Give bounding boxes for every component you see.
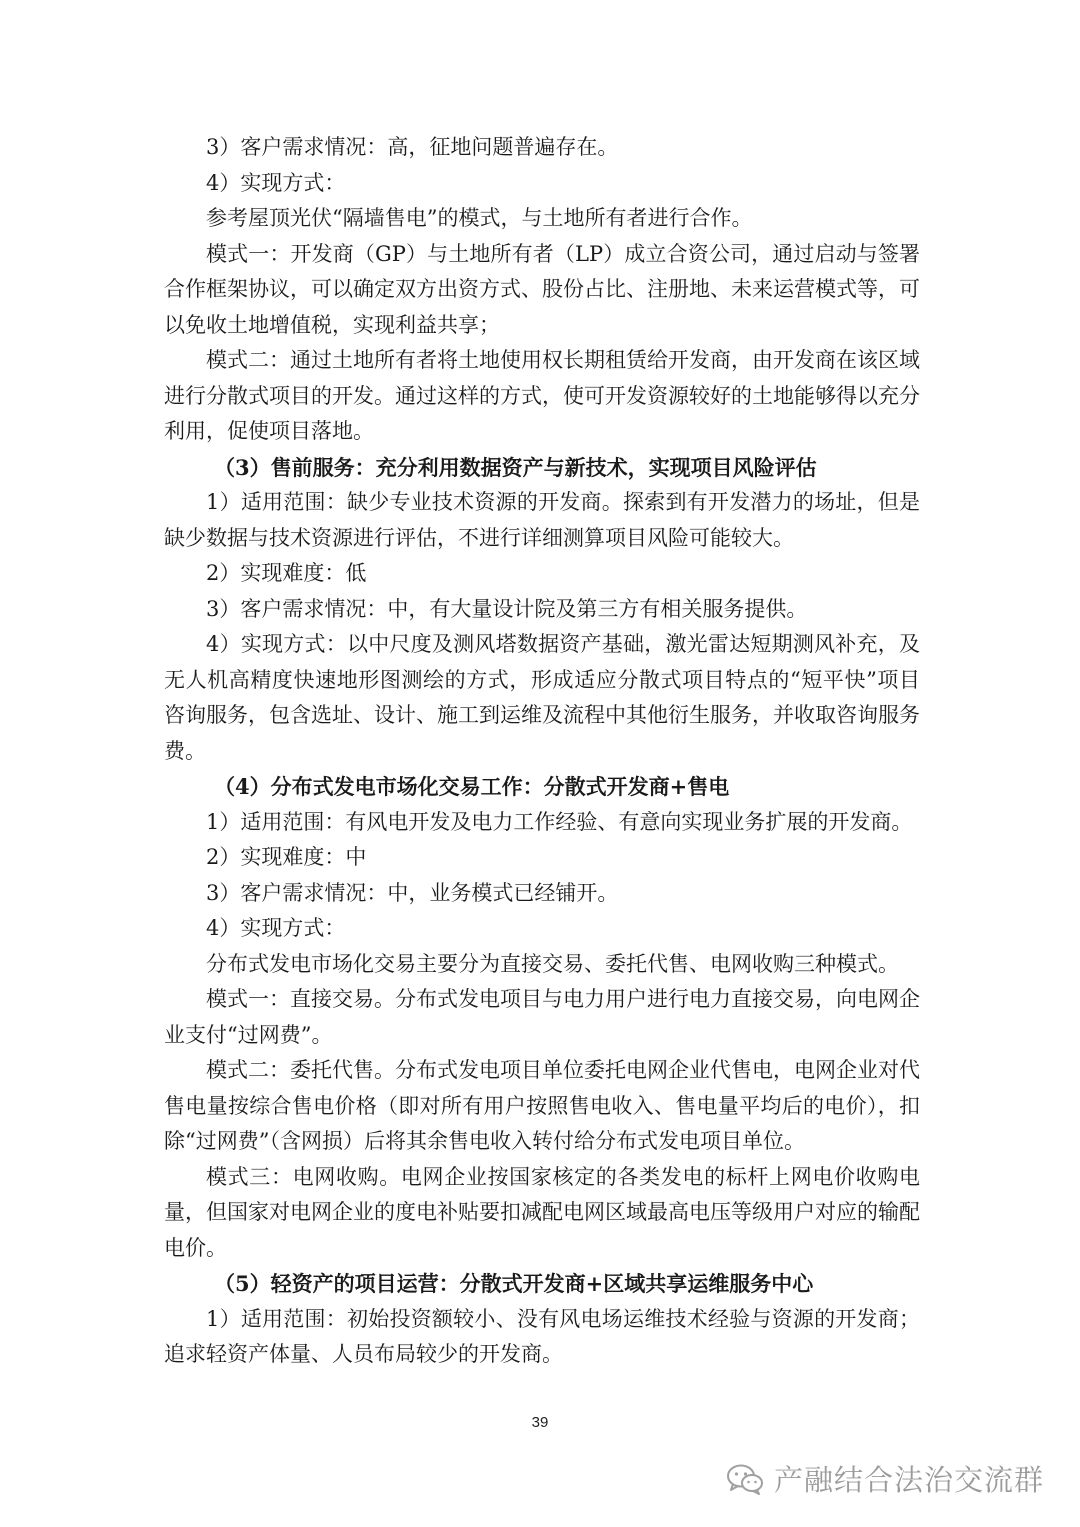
paragraph: 模式二：委托代售。分布式发电项目单位委托电网企业代售电，电网企业对代售电量按综合售电价格（即对所有用户按照售电收入、售电量平均后的电价），扣除“过网费”（含网损）后将其余售电收入转付给分布式发电项目单位。 [164, 1058, 920, 1153]
watermark-text: 产融结合法治交流群 [773, 1463, 1044, 1497]
paragraph: 4）实现方式： [206, 170, 346, 195]
paragraph: 2）实现难度：低 [206, 561, 367, 585]
paragraph: 1）适用范围：缺少专业技术资源的开发商。探索到有开发潜力的场址，但是缺少数据与技术资源进行评估，不进行详细测算项目风险可能较大。 [164, 490, 920, 550]
paragraph: 4）实现方式：以中尺度及测风塔数据资产基础，激光雷达短期测风补充，及无人机高精度快速地形图测绘的方式，形成适应分散式项目特点的“短平快”项目咨询服务，包含选址、设计、施工到运维及流程中其他衍生服务，并收取咨询服务费。 [164, 632, 920, 763]
paragraph: 模式三：电网收购。电网企业按国家核定的各类发电的标杆上网电价收购电量，但国家对电网企业的度电补贴要扣减配电网区域最高电压等级用户对应的输配电价。 [164, 1164, 920, 1260]
paragraph: 2）实现难度：中 [206, 845, 367, 869]
paragraph: 模式二：通过土地所有者将土地使用权长期租赁给开发商，由开发商在该区域进行分散式项目的开发。通过这样的方式，使可开发资源较好的土地能够得以充分利用，促使项目落地。 [164, 348, 920, 443]
section-heading: （3）售前服务：充分利用数据资产与新技术，实现项目风险评估 [214, 454, 817, 480]
paragraph: 参考屋顶光伏“隔墙售电”的模式，与土地所有者进行合作。 [206, 206, 753, 230]
paragraph: 4）实现方式： [206, 916, 346, 940]
section-heading: （4）分布式发电市场化交易工作：分散式开发商+售电 [214, 774, 730, 799]
paragraph: 模式一：开发商（GP）与土地所有者（LP）成立合资公司，通过启动与签署合作框架协议，可以确定双方出资方式、股份占比、注册地、未来运营模式等，可以免收土地增值税，实现利益共享； [164, 241, 920, 337]
paragraph: 模式一：直接交易。分布式发电项目与电力用户进行电力直接交易，向电网企业支付“过网费”。 [164, 987, 920, 1047]
document-body [164, 130, 920, 1373]
paragraph: 3）客户需求情况：中，业务模式已经铺开。 [206, 880, 619, 905]
paragraph: 1）适用范围：有风电开发及电力工作经验、有意向实现业务扩展的开发商。 [206, 809, 913, 834]
page-number: 39 [531, 1414, 549, 1431]
paragraph: 3）客户需求情况：高，征地问题普遍存在。 [206, 135, 619, 159]
watermark [726, 1458, 1044, 1499]
paragraph: 1）适用范围：初始投资额较小、没有风电场运维技术经验与资源的开发商；追求轻资产体量、人员布局较少的开发商。 [164, 1306, 920, 1366]
paragraph: 3）客户需求情况：中，有大量设计院及第三方有相关服务提供。 [206, 596, 808, 621]
paragraph: 分布式发电市场化交易主要分为直接交易、委托代售、电网收购三种模式。 [206, 951, 899, 976]
wechat-icon [726, 1463, 764, 1495]
section-heading: （5）轻资产的项目运营：分散式开发商+区域共享运维服务中心 [214, 1271, 814, 1296]
